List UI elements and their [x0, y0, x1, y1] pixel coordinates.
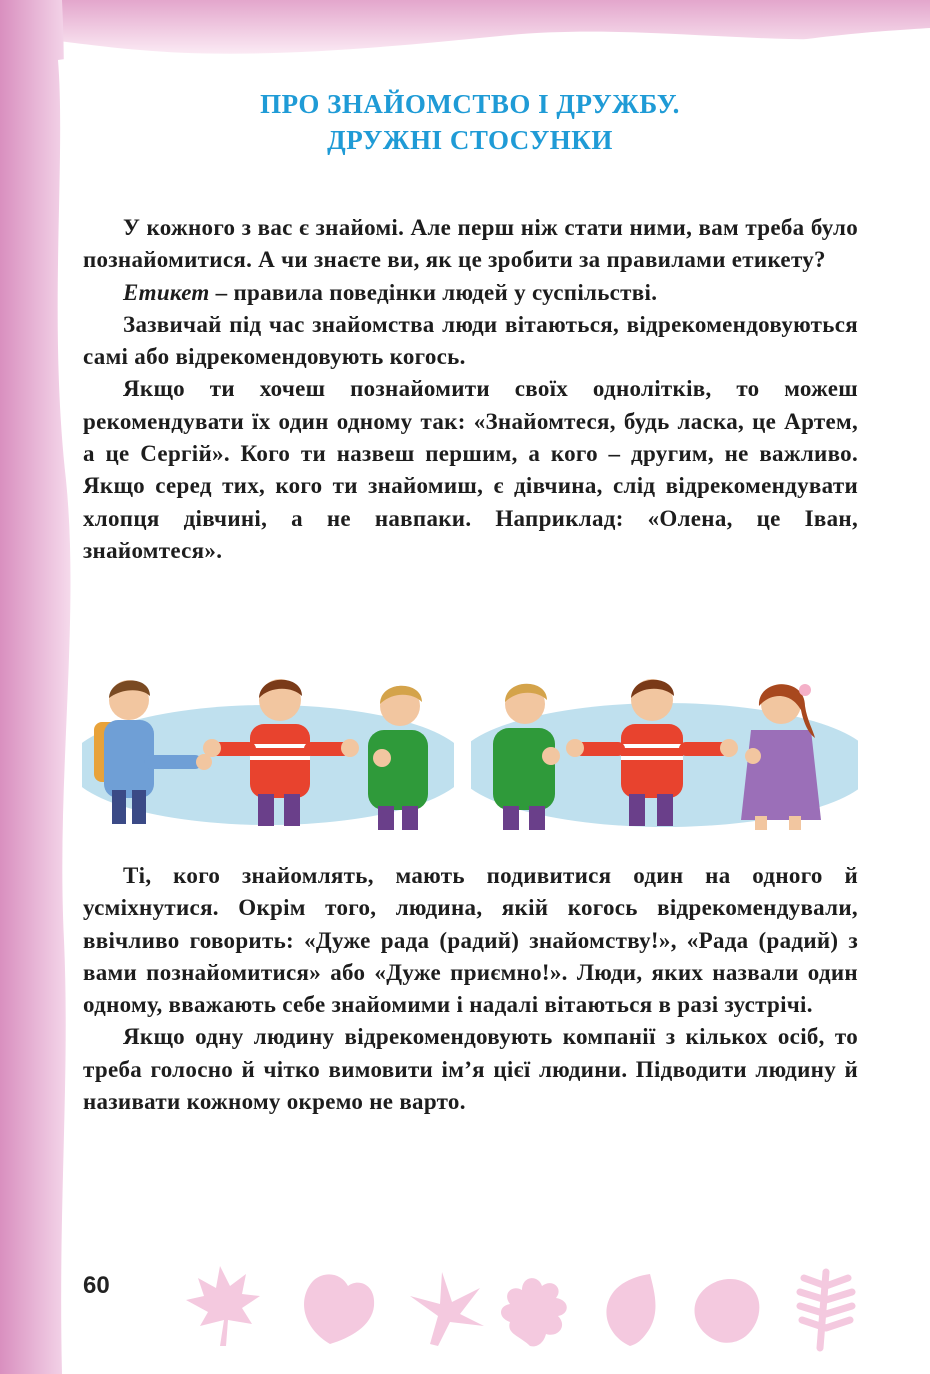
text-block-top — [83, 212, 858, 567]
maple-leaf-icon — [186, 1266, 260, 1346]
text-block-bottom — [83, 860, 858, 1118]
page-number: 60 — [83, 1272, 110, 1299]
paragraph: У кожного з вас є знайомі. Але перш ніж стати ними, вам треба було познайомитися. А чи знаєте ви, як це зробити за правилами етикету? — [83, 215, 858, 273]
title-line-1: ПРО ЗНАЙОМСТВО І ДРУЖБУ. — [260, 89, 680, 119]
paragraph: Якщо ти хочеш познайомити своїх однолітків, то можеш рекомендувати їх один одному так: «Знайомтеся, будь ласка, це Артем, а це Сергій». Кого ти назвеш першим, а кого – другим, не важливо. Якщо серед тих, кого ти знайомиш, є дівчина, слід відрекомендувати хлопця дівчині, а не навпаки. Наприклад: «Олена, це Іван, знайомтеся». — [83, 376, 858, 563]
paragraph: Зазвичай під час знайомства люди вітаються, відрекомендовуються самі або відрекомендовують когось. — [83, 311, 858, 370]
definition-text: – правила поведінки людей у суспільстві. — [209, 279, 658, 305]
title-line-2: ДРУЖНІ СТОСУНКИ — [327, 125, 613, 155]
paragraph-definition — [83, 277, 858, 309]
birch-leaf-icon — [606, 1274, 655, 1346]
paragraph: Ті, кого знайомлять, мають подивитися один на одного й усміхнутися. Окрім того, людина, якій когось відрекомендували, ввічливо говорить: «Дуже рада (радий) знайомству!», «Рада (радий) з вами познайомитися» або «Дуже приємно!». Люди, яких назвали один одному, вважають себе знайомими і надалі вітаються в разі зустрічі. — [83, 863, 858, 1018]
paragraph: Якщо одну людину відрекомендовують компанії з кількох осіб, то треба голосно й чітко вимовити ім’я цієї людини. Підводити людину й називати кожному окремо не варто. — [83, 1024, 858, 1115]
linden-leaf-icon — [304, 1274, 374, 1344]
illustration-boy-and-girl — [471, 660, 858, 830]
decorative-leaves — [180, 1256, 900, 1356]
illustration-three-boys — [82, 660, 454, 830]
definition-term: Етикет — [123, 279, 210, 305]
fern-leaf-icon — [800, 1272, 852, 1348]
rose-leaf-icon — [694, 1279, 759, 1343]
page-title — [120, 86, 820, 158]
oak-leaf-icon — [501, 1278, 567, 1346]
chestnut-leaf-icon — [410, 1272, 484, 1346]
